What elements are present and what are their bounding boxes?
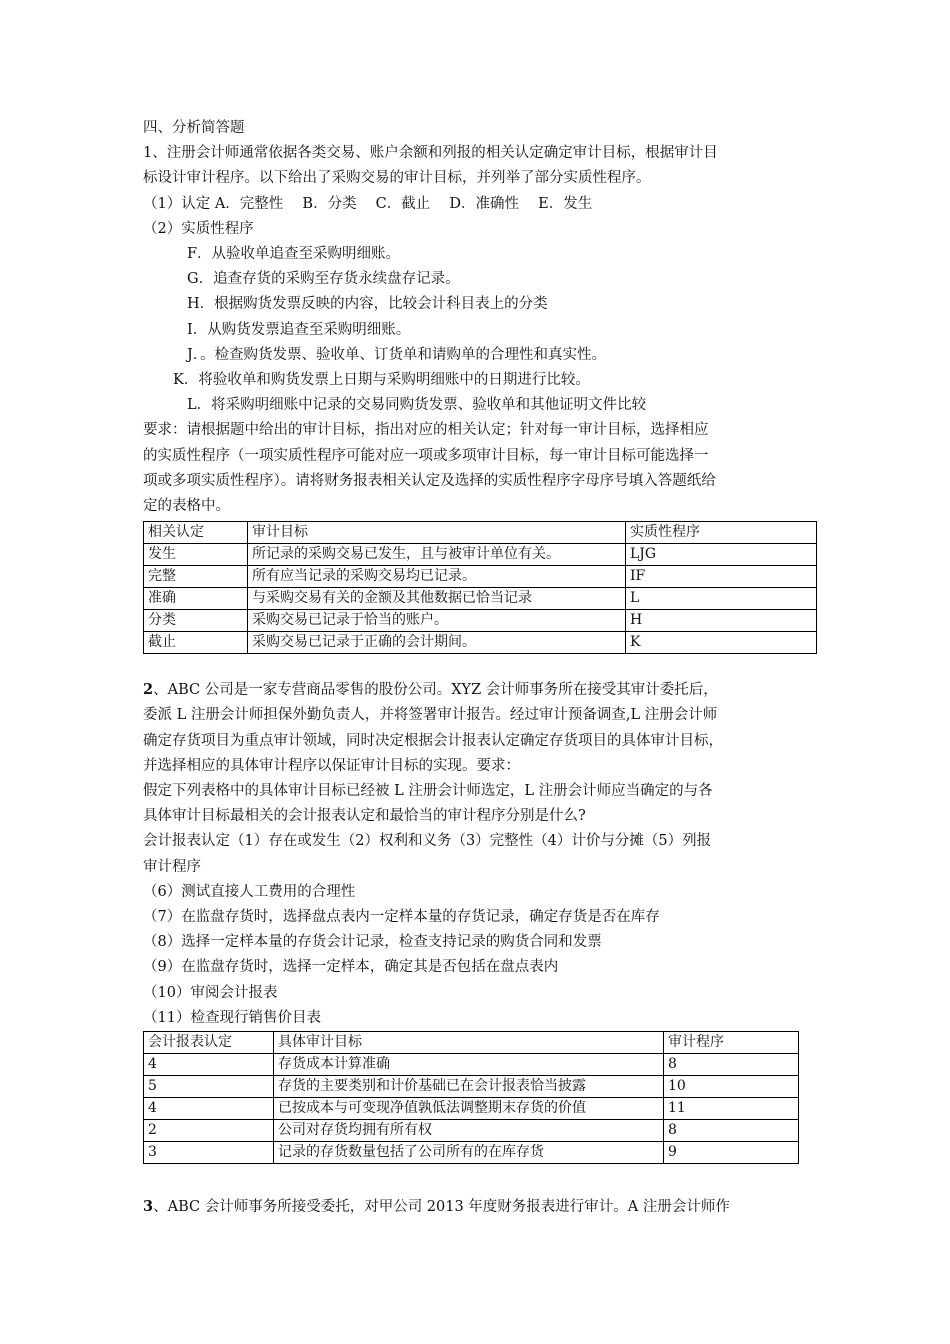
table-cell: K: [626, 632, 817, 654]
table-cell: H: [626, 610, 817, 632]
table-cell: 采购交易已记录于正确的会计期间。: [248, 632, 626, 654]
q3-intro-line: [143, 1194, 815, 1220]
q2-procedure: （8）选择一定样本量的存货会计记录，检查支持记录的购货合同和发票: [143, 934, 602, 951]
q2-intro-line: 委派 L 注册会计师担保外勤负责人，并将签署审计报告。经过审计预备调查,L 注册会计师: [143, 707, 718, 724]
q1-requirement-line: 定的表格中。: [143, 498, 230, 515]
table-row: [144, 632, 817, 654]
header-cell: 具体审计目标: [274, 1032, 664, 1054]
table-cell: 分类: [144, 610, 248, 632]
q1-procedure-j: J．。检查购货发票、验收单、订货单和请购单的合理性和真实性。: [187, 346, 607, 363]
q1-assertions: （1）认定 A．完整性 B．分类 C．截止 D．准确性 E．发生: [143, 195, 593, 212]
header-cell: 会计报表认定: [144, 1032, 274, 1054]
table-cell: 4: [144, 1098, 274, 1120]
table-cell: 记录的存货数量包括了公司所有的在库存货: [274, 1142, 664, 1164]
q3-number: 3: [143, 1198, 154, 1216]
table-cell: 10: [664, 1076, 799, 1098]
table-cell: 4: [144, 1054, 274, 1076]
table-cell: 所记录的采购交易已发生，且与被审计单位有关。: [248, 544, 626, 566]
q2-number: 2: [143, 681, 154, 699]
table-row: [144, 1142, 799, 1164]
table-cell: 完整: [144, 566, 248, 588]
q2-intro-line: [143, 677, 815, 703]
table-cell: 公司对存货均拥有所有权: [274, 1120, 664, 1142]
table-cell: 9: [664, 1142, 799, 1164]
q2-procedure: （9）在监盘存货时，选择一定样本，确定其是否包括在盘点表内: [143, 959, 559, 976]
q1-answer-table: [143, 521, 817, 654]
table-cell: 8: [664, 1120, 799, 1142]
table-cell: 所有应当记录的采购交易均已记录。: [248, 566, 626, 588]
q1-requirement-line: 的实质性程序（一项实质性程序可能对应一项或多项审计目标，每一审计目标可能选择一: [143, 447, 709, 464]
table-row: [144, 1054, 799, 1076]
header-cell: 实质性程序: [626, 522, 817, 544]
table-row: [144, 1098, 799, 1120]
q1-procedure-l: L．将采购明细账中记录的交易同购货发票、验收单和其他证明文件比较: [187, 397, 647, 414]
table-header-row: [144, 1032, 799, 1054]
q2-intro-text: 、ABC 公司是一家专营商品零售的股份公司。XYZ 会计师事务所在接受其审计委托后，: [153, 682, 718, 699]
table-cell: 采购交易已记录于恰当的账户。: [248, 610, 626, 632]
table-row: [144, 1076, 799, 1098]
table-cell: 截止: [144, 632, 248, 654]
q2-intro-line: 假定下列表格中的具体审计目标已经被 L 注册会计师选定，L 注册会计师应当确定的与各: [143, 783, 713, 800]
table-row: [144, 1120, 799, 1142]
table-cell: LJG: [626, 544, 817, 566]
q1-intro-line: 1、注册会计师通常依据各类交易、账户余额和列报的相关认定确定审计目标，根据审计目: [143, 145, 718, 162]
q1-procedures-heading: （2）实质性程序: [143, 220, 254, 237]
section-title: 四、分析简答题: [143, 120, 245, 136]
q2-procedure: （7）在监盘存货时，选择盘点表内一定样本量的存货记录，确定存货是否在库存: [143, 909, 660, 926]
q3-intro-text: 、ABC 会计师事务所接受委托，对甲公司 2013 年度财务报表进行审计。A 注册会计师作: [153, 1199, 730, 1216]
header-cell: 相关认定: [144, 522, 248, 544]
q2-procedures-heading: 审计程序: [143, 858, 201, 875]
q1-procedure-h: H．根据购货发票反映的内容，比较会计科目表上的分类: [187, 296, 548, 313]
table-row: [144, 588, 817, 610]
q1-requirement-line: 项或多项实质性程序）。请将财务报表相关认定及选择的实质性程序字母序号填入答题纸给: [143, 472, 716, 489]
table-cell: 准确: [144, 588, 248, 610]
q2-procedure: （10）审阅会计报表: [143, 984, 278, 1001]
table-cell: 2: [144, 1120, 274, 1142]
q2-intro-line: 并选择相应的具体审计程序以保证审计目标的实现。要求：: [143, 757, 520, 774]
header-cell: 审计程序: [664, 1032, 799, 1054]
table-cell: 与采购交易有关的金额及其他数据已恰当记录: [248, 588, 626, 610]
table-row: [144, 566, 817, 588]
table-cell: 存货成本计算准确: [274, 1054, 664, 1076]
q2-assertions-line: 会计报表认定（1）存在或发生（2）权利和义务（3）完整性（4）计价与分摊（5）列报: [143, 833, 712, 850]
q1-procedure-f: F．从验收单追查至采购明细账。: [187, 246, 401, 263]
table-cell: 11: [664, 1098, 799, 1120]
table-cell: IF: [626, 566, 817, 588]
q2-intro-line: 具体审计目标最相关的会计报表认定和最恰当的审计程序分别是什么?: [143, 808, 586, 825]
table-row: [144, 544, 817, 566]
table-header-row: [144, 522, 817, 544]
table-cell: 发生: [144, 544, 248, 566]
q1-procedure-g: G．追查存货的采购至存货永续盘存记录。: [187, 271, 460, 288]
q2-procedure: （11）检查现行销售价目表: [143, 1009, 321, 1026]
table-row: [144, 610, 817, 632]
header-cell: 审计目标: [248, 522, 626, 544]
q2-answer-table: [143, 1031, 799, 1164]
table-cell: 已按成本与可变现净值孰低法调整期末存货的价值: [274, 1098, 664, 1120]
table-cell: 存货的主要类别和计价基础已在会计报表恰当披露: [274, 1076, 664, 1098]
table-cell: 3: [144, 1142, 274, 1164]
q2-intro-line: 确定存货项目为重点审计领域，同时决定根据会计报表认定确定存货项目的具体审计目标，: [143, 732, 723, 749]
q1-intro-line: 标设计审计程序。以下给出了采购交易的审计目标，并列举了部分实质性程序。: [143, 170, 651, 187]
q1-requirement-line: 要求：请根据题中给出的审计目标，指出对应的相关认定；针对每一审计目标，选择相应: [143, 422, 709, 439]
table-cell: 8: [664, 1054, 799, 1076]
table-cell: L: [626, 588, 817, 610]
q1-procedure-k: K．将验收单和购货发票上日期与采购明细账中的日期进行比较。: [173, 372, 590, 389]
q2-procedure: （6）测试直接人工费用的合理性: [143, 883, 356, 900]
table-cell: 5: [144, 1076, 274, 1098]
document-content: [143, 116, 815, 1220]
q1-procedure-i: I．从购货发票追查至采购明细账。: [187, 321, 411, 338]
